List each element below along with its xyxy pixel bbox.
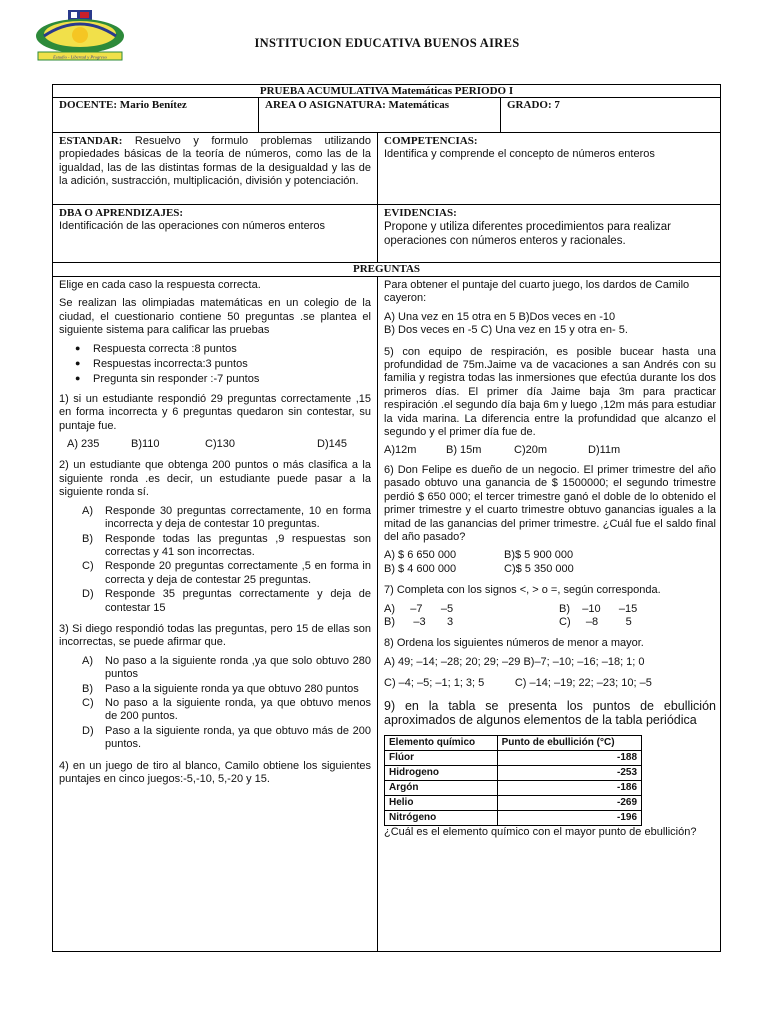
list-item: ● Pregunta sin responder :-7 puntos <box>75 373 260 386</box>
question-2: 2) un estudiante que obtenga 200 puntos o más clasifica a la siguiente ronda .es decir, un estudiante puede pasar a la siguiente ronda sí. <box>59 459 371 499</box>
question-8: 8) Ordena los siguientes números de menor a mayor. <box>384 637 644 650</box>
boiling-point-table <box>384 735 642 826</box>
evidencias-cell <box>378 205 722 262</box>
estandar-text: Resuelvo y formulo problemas utilizando propiedades básicas de la teoría de números, como las de la igualdad, las de las distintas formas de la desigualdad y las de la adición, sustracción, multiplicación, división y potenciación. <box>59 135 371 188</box>
question-4-continued: Para obtener el puntaje del cuarto juego, los dardos de Camilo cayeron: <box>384 279 690 305</box>
table-row: Helio -269 <box>385 796 642 811</box>
info-row <box>53 98 720 133</box>
q6-option-d: C)$ 5 350 000 <box>504 562 574 575</box>
q7-option-d: C) –8 5 <box>559 615 632 628</box>
q5-option-c: C)20m <box>514 444 548 457</box>
q5-options <box>384 444 716 457</box>
question-4: 4) en un juego de tiro al blanco, Camilo obtiene los siguientes puntajes en cinco juegos:-5,-10, 5,-20 y 15. <box>59 759 371 785</box>
table-row: Hidrogeno -253 <box>385 766 642 781</box>
list-item: ● Respuesta correcta :8 puntos <box>75 342 237 355</box>
question-6: 6) Don Felipe es dueño de un negocio. El primer trimestre del año pasado obtuvo una ganancia de $ 1500000; el segundo trimestre perdió $ 650 000; el tercer trimestre ganó el doble de lo obtenido el primer trimestre y el cuarto trimestre obtuvo ganancias iguales a la mitad de las ganancias del primer trimestre. ¿Cuál fue el saldo final del año pasado? <box>384 463 716 543</box>
q6-options <box>384 549 624 576</box>
left-column <box>53 277 378 951</box>
q8-options-line-2: C) –4; –5; –1; 1; 3; 5 C) –14; –19; 22; –23; 10; –5 <box>384 677 652 690</box>
evidencias-text: Propone y utiliza diferentes procedimientos para realizar operaciones con números enteros y racionales. <box>384 221 672 248</box>
evidencias-label: EVIDENCIAS: <box>384 207 457 219</box>
table-header: Elemento químico <box>385 736 498 751</box>
q6-option-b: B)$ 5 900 000 <box>504 549 574 562</box>
q3-option-d: D) Paso a la siguiente ronda, ya que obtuvo más de 200 puntos. <box>82 724 371 751</box>
question-1: 1) si un estudiante respondió 29 preguntas correctamente ,15 en forma incorrecta y 6 preguntas quedaron sin contestar, su puntaje fue. <box>59 392 371 432</box>
q3-option-b: B) Paso a la siguiente ronda ya que obtuvo 280 puntos <box>82 682 359 695</box>
q2-option-b: B) Responde todas las preguntas ,9 respuestas son correctas y 41 son incorrectas. <box>82 532 371 558</box>
preguntas-header: PREGUNTAS <box>53 263 720 277</box>
estandar-row <box>53 133 720 205</box>
q5-option-d: D)11m <box>588 444 621 457</box>
q3-options <box>59 655 371 752</box>
question-9-prompt: ¿Cuál es el elemento químico con el mayor punto de ebullición? <box>384 826 697 839</box>
table-header: Punto de ebullición (°C) <box>497 736 641 751</box>
question-5: 5) con equipo de respiración, es posible bucear hasta una profundidad de 75m.Jaime va de vacaciones a san Andrés con su familia y registra todas las inmersiones que efectúa durante los dos primeros días. El primer día Jaime baja 3m para practicar respiración .el segundo día baja 6m y luego ,12m más para estudiar la vida marina. La diferencia entre la profundidad que alcanzo el segundo y el primer día fue de. <box>384 345 716 439</box>
question-9: 9) en la tabla se presenta los puntos de ebullición aproximados de algunos elementos de la tabla periódica <box>384 698 716 727</box>
dba-row <box>53 205 720 263</box>
q7-option-a: A) –7 –5 <box>384 602 454 615</box>
q7-option-b: B) –10 –15 <box>559 602 638 615</box>
question-3: 3) Si diego respondió todas las preguntas, pero 15 de ellas son incorrectas, se puede afirmar que. <box>59 622 371 649</box>
estandar-cell <box>53 133 378 204</box>
q7-option-c: B) –3 3 <box>384 615 454 628</box>
q1-option-b: B)110 <box>131 438 160 451</box>
q1-options <box>67 438 371 451</box>
competencias-text: Identifica y comprende el concepto de números enteros <box>384 148 655 161</box>
estandar-label: ESTANDAR: <box>59 135 123 147</box>
competencias-label: COMPETENCIAS: <box>384 135 478 147</box>
q2-options <box>59 505 371 615</box>
q5-option-a: A)12m <box>384 444 417 457</box>
logo-motto: Estudio - Libertad y Progreso <box>53 54 107 60</box>
q7-options <box>384 603 654 630</box>
q1-option-a: A) 235 <box>67 438 100 451</box>
q2-option-d: D) Responde 35 preguntas correctamente y deja de contestar 15 <box>82 588 371 614</box>
q4-options-line-1: A) Una vez en 15 otra en 5 B)Dos veces en -10 <box>384 310 616 323</box>
q5-option-b: B) 15m <box>446 444 482 457</box>
q1-option-d: D)145 <box>317 438 347 451</box>
competencias-cell <box>378 133 722 204</box>
q8-options-line-1: A) 49; –14; –28; 20; 29; –29 B)–7; –10; –16; –18; 1; 0 <box>384 655 645 668</box>
q2-option-a: A) Responde 30 preguntas correctamente, 10 en forma incorrecta y deja de contestar 10 preguntas. <box>82 504 371 531</box>
docente-cell: DOCENTE: Mario Benítez <box>53 98 259 132</box>
dba-label: DBA O APRENDIZAJES: <box>59 207 184 219</box>
q1-option-c: C)130 <box>205 438 235 451</box>
right-column <box>378 277 722 951</box>
table-row: Argón -186 <box>385 781 642 796</box>
grado-cell: GRADO: 7 <box>507 99 560 111</box>
q4-options-line-2: B) Dos veces en -5 C) Una vez en 15 y otra en- 5. <box>384 324 628 337</box>
dba-text: Identificación de las operaciones con números enteros <box>59 220 325 233</box>
exam-frame <box>52 84 721 952</box>
q3-option-a: A) No paso a la siguiente ronda ,ya que solo obtuvo 280 puntos <box>82 654 371 681</box>
q6-option-a: A) $ 6 650 000 <box>384 549 457 562</box>
q2-option-c: C) Responde 20 preguntas correctamente ,5 en forma in correcta y deja de contestar 25 preguntas. <box>82 560 371 586</box>
exam-title: PRUEBA ACUMULATIVA Matemáticas PERIODO I <box>53 85 720 98</box>
area-cell: AREA O ASIGNATURA: Matemáticas <box>259 98 501 132</box>
q3-option-c: C) No paso a la siguiente ronda, ya que obtuvo menos de 200 puntos. <box>82 696 371 723</box>
school-title: INSTITUCION EDUCATIVA BUENOS AIRES <box>254 36 520 50</box>
scoring-list <box>59 343 371 387</box>
table-row: Flúor -188 <box>385 751 642 766</box>
q6-option-c: B) $ 4 600 000 <box>384 562 457 575</box>
questions-body <box>53 277 720 951</box>
instruction: Elige en cada caso la respuesta correcta. <box>59 279 261 291</box>
table-header-row <box>385 736 642 751</box>
list-item: ● Respuestas incorrecta:3 puntos <box>75 358 248 371</box>
olympiad-context: Se realizan las olimpiadas matemáticas en un colegio de la ciudad, el cuestionario contiene 50 preguntas .se plantea el siguiente sistema para calificar las pruebas <box>59 297 371 337</box>
table-row: Nitrógeno -196 <box>385 811 642 826</box>
question-7: 7) Completa con los signos <, > o =, según corresponda. <box>384 584 661 597</box>
dba-cell <box>53 205 378 262</box>
